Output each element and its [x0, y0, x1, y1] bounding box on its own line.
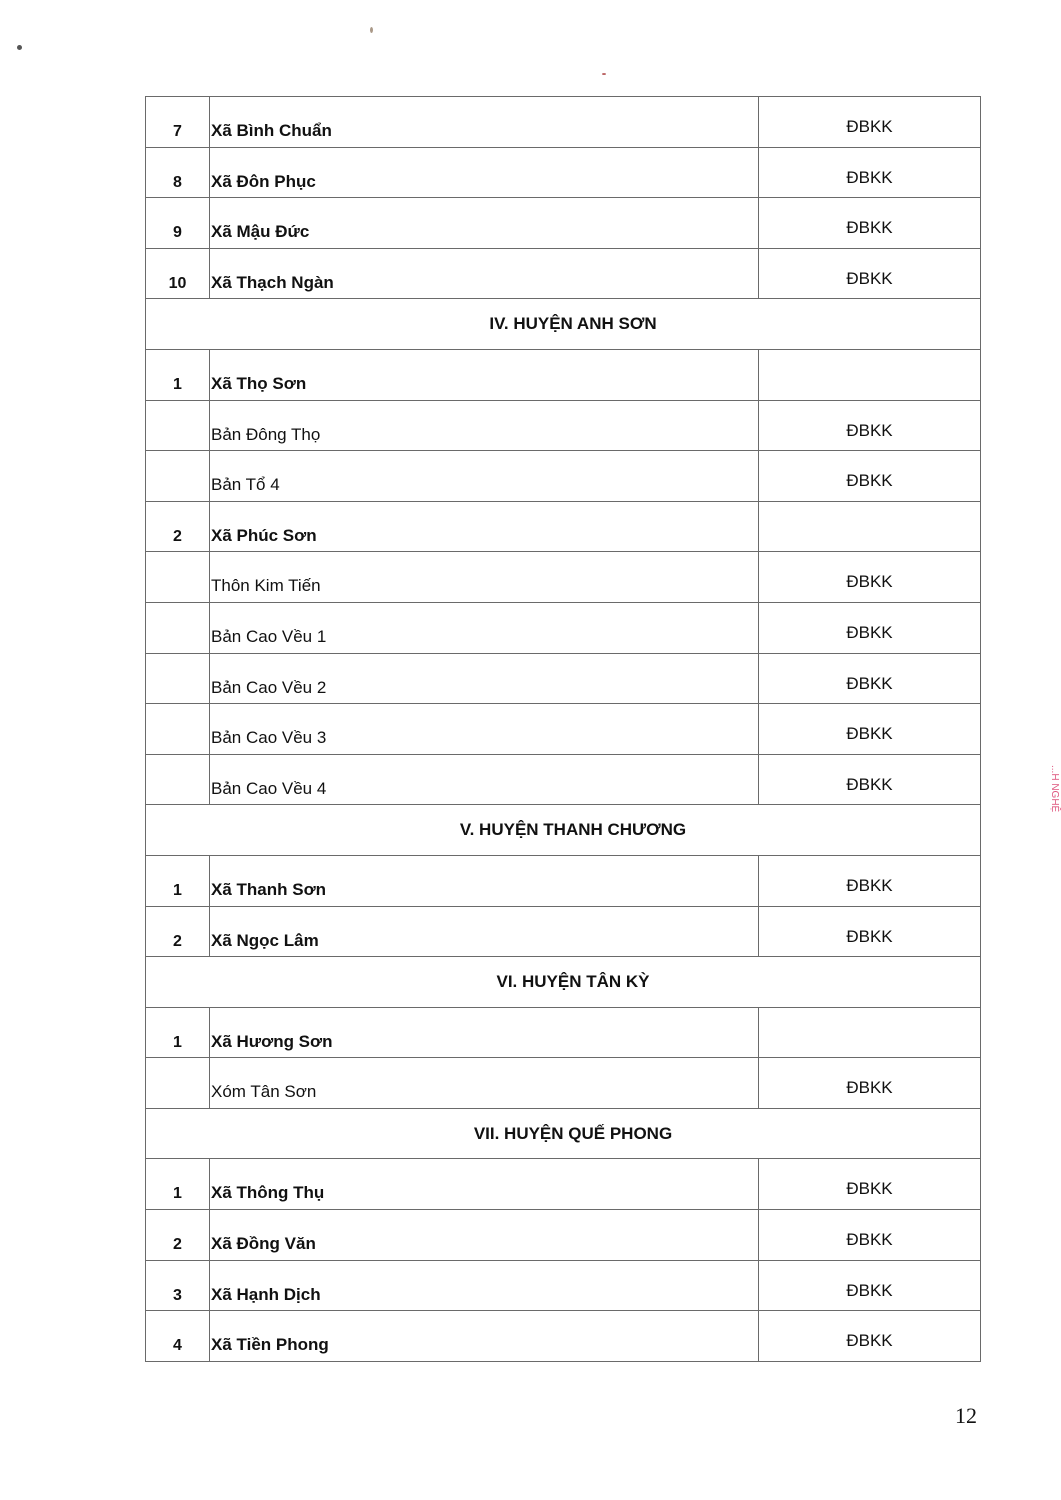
- district-section-header: VI. HUYỆN TÂN KỲ: [146, 957, 980, 1008]
- row-number: 2: [173, 527, 182, 545]
- status-cell: [758, 1008, 980, 1058]
- commune-name: Xã Ngọc Lâm: [209, 907, 758, 957]
- table-row: [146, 451, 980, 502]
- village-name: Bản Tổ 4: [209, 451, 758, 501]
- row-number: [146, 704, 209, 754]
- status-cell: ĐBKK: [758, 451, 980, 501]
- village-name: Bản Đông Thọ: [209, 401, 758, 451]
- commune-name: Xã Tiền Phong: [209, 1311, 758, 1361]
- village-name: Xóm Tân Sơn: [209, 1058, 758, 1108]
- row-number: [146, 603, 209, 653]
- row-number: 8: [173, 173, 182, 191]
- row-number: 2: [173, 1236, 182, 1254]
- table-row: [146, 1008, 980, 1059]
- status-cell: ĐBKK: [758, 907, 980, 957]
- scan-speck: [17, 45, 22, 50]
- status-cell: ĐBKK: [758, 97, 980, 147]
- status-cell: ĐBKK: [758, 1311, 980, 1361]
- row-number: [146, 552, 209, 602]
- row-number: 1: [173, 375, 182, 393]
- row-number: 1: [173, 1033, 182, 1051]
- commune-name: Xã Mậu Đức: [209, 198, 758, 248]
- district-section-header: V. HUYỆN THANH CHƯƠNG: [146, 805, 980, 856]
- status-cell: ĐBKK: [758, 755, 980, 805]
- village-name: Thôn Kim Tiến: [209, 552, 758, 602]
- status-cell: [758, 502, 980, 552]
- row-number: [146, 654, 209, 704]
- status-cell: ĐBKK: [758, 148, 980, 198]
- status-cell: ĐBKK: [758, 654, 980, 704]
- status-cell: ĐBKK: [758, 1210, 980, 1260]
- row-number: [146, 1058, 209, 1108]
- status-cell: ĐBKK: [758, 552, 980, 602]
- row-number: 7: [173, 123, 182, 140]
- commune-name: Xã Thông Thụ: [209, 1159, 758, 1209]
- row-number: 4: [173, 1337, 182, 1355]
- status-cell: ĐBKK: [758, 856, 980, 906]
- status-cell: ĐBKK: [758, 198, 980, 248]
- table-row: [146, 1261, 980, 1312]
- status-cell: [758, 350, 980, 400]
- table-row: [146, 856, 980, 907]
- row-number: [146, 451, 209, 501]
- table-row: [146, 502, 980, 553]
- table-row: [146, 654, 980, 705]
- commune-name: Xã Hạnh Dịch: [209, 1261, 758, 1311]
- status-cell: ĐBKK: [758, 1261, 980, 1311]
- status-cell: ĐBKK: [758, 704, 980, 754]
- commune-name: Xã Hương Sơn: [209, 1008, 758, 1058]
- table-row: [146, 249, 980, 300]
- table-row: [146, 755, 980, 806]
- row-number: 1: [173, 881, 182, 899]
- table-row: [146, 148, 980, 199]
- table-row: [146, 1159, 980, 1210]
- status-cell: ĐBKK: [758, 1058, 980, 1108]
- table-row: [146, 704, 980, 755]
- village-name: Bản Cao Vều 3: [209, 704, 758, 754]
- district-section-header: VII. HUYỆN QUẾ PHONG: [146, 1109, 980, 1160]
- table-row: [146, 350, 980, 401]
- page-number: 12: [955, 1403, 977, 1428]
- scan-speck: [370, 27, 373, 33]
- table-row: [146, 97, 980, 148]
- seal-stamp-fragment: ...H NGHỆ: [1049, 765, 1060, 813]
- row-number: 10: [168, 274, 187, 292]
- commune-name: Xã Thanh Sơn: [209, 856, 758, 906]
- commune-name: Xã Đôn Phục: [209, 148, 758, 198]
- row-number: 1: [173, 1185, 182, 1203]
- status-cell: ĐBKK: [758, 401, 980, 451]
- commune-name: Xã Bình Chuẩn: [209, 97, 758, 147]
- table-row: [146, 198, 980, 249]
- commune-name: Xã Đồng Văn: [209, 1210, 758, 1260]
- commune-name: Xã Thạch Ngàn: [209, 249, 758, 299]
- table-row: [146, 1311, 980, 1362]
- table-row: [146, 401, 980, 452]
- scan-speck: [602, 73, 606, 75]
- status-cell: ĐBKK: [758, 249, 980, 299]
- status-cell: ĐBKK: [758, 1159, 980, 1209]
- row-number: 3: [173, 1286, 182, 1304]
- table-row: [146, 552, 980, 603]
- table-row: [146, 603, 980, 654]
- row-number: [146, 755, 209, 805]
- commune-classification-table: [145, 96, 981, 1362]
- table-row: [146, 907, 980, 958]
- table-row: [146, 1210, 980, 1261]
- village-name: Bản Cao Vều 1: [209, 603, 758, 653]
- village-name: Bản Cao Vều 2: [209, 654, 758, 704]
- commune-name: Xã Phúc Sơn: [209, 502, 758, 552]
- table-row: [146, 1058, 980, 1109]
- village-name: Bản Cao Vều 4: [209, 755, 758, 805]
- row-number: 2: [173, 932, 182, 950]
- district-section-header: IV. HUYỆN ANH SƠN: [146, 299, 980, 350]
- status-cell: ĐBKK: [758, 603, 980, 653]
- row-number: [146, 401, 209, 451]
- commune-name: Xã Thọ Sơn: [209, 350, 758, 400]
- row-number: 9: [173, 224, 182, 242]
